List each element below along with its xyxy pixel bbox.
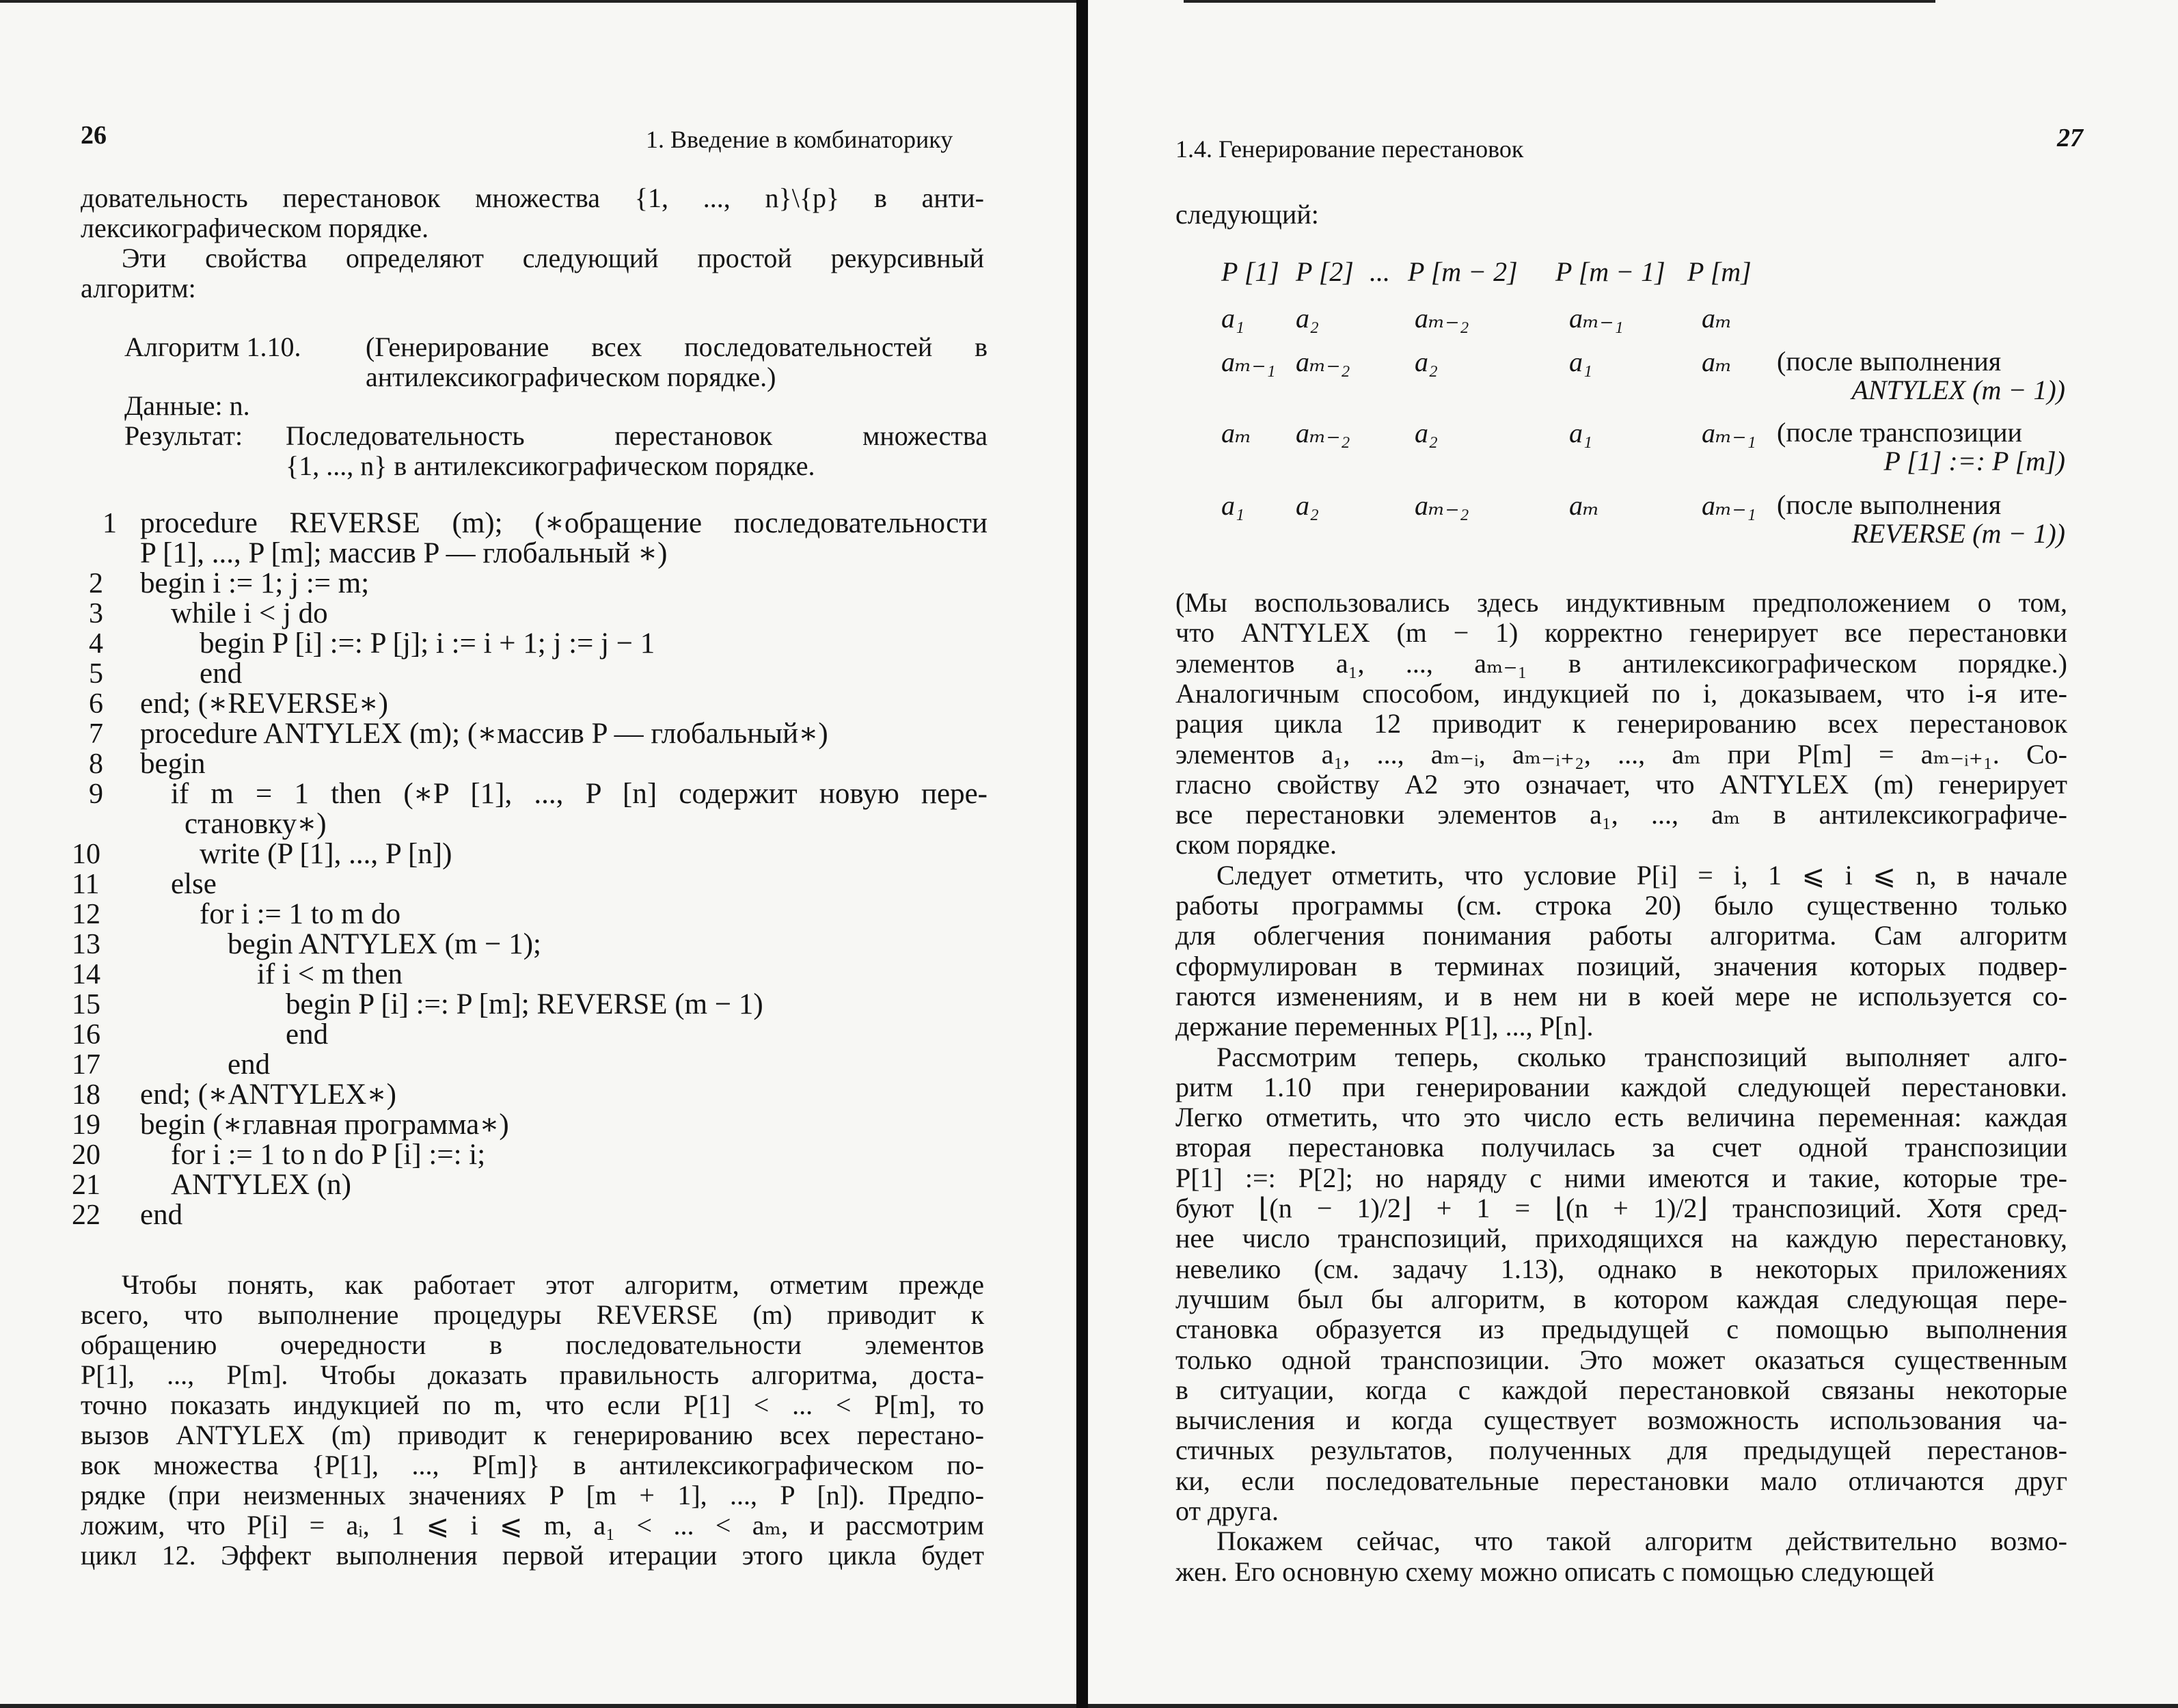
table-cell: aₘ₋₁ bbox=[1569, 303, 1624, 334]
code-line: else bbox=[171, 868, 217, 900]
running-head: 1. Введение в комбинаторику bbox=[646, 126, 953, 153]
table-cell: aₘ₋₂ bbox=[1415, 490, 1469, 521]
text-line: Следует отметить, что условие P[i] = i, 1 ⩽ i ⩽ n, в начале bbox=[1216, 860, 2067, 891]
code-line: begin (∗главная программа∗) bbox=[140, 1109, 509, 1141]
text-line: вок множества {P[1], ..., P[m]} в антилексикографическом по- bbox=[81, 1450, 984, 1480]
code-line-number: 4 bbox=[89, 628, 103, 660]
code-line-number: 1 bbox=[103, 508, 117, 539]
code-line-number: 18 bbox=[72, 1079, 100, 1111]
code-line-number: 11 bbox=[72, 869, 100, 900]
text-line: вычисления и когда существует возможность использования ча- bbox=[1175, 1405, 2067, 1435]
page-edge bbox=[1088, 1704, 2178, 1708]
code-line: end bbox=[228, 1048, 271, 1081]
code-line: end; (∗ANTYLEX∗) bbox=[140, 1079, 396, 1111]
code-line: begin ANTYLEX (m − 1); bbox=[228, 928, 541, 960]
text-line: Рассмотрим теперь, сколько транспозиций выполняет алго- bbox=[1216, 1042, 2067, 1072]
text-line: в ситуации, когда с каждой перестановкой связаны некоторые bbox=[1175, 1374, 2067, 1405]
table-cell: a₁ bbox=[1221, 303, 1244, 334]
text-line: (Мы воспользовались здесь индуктивным предположением о том, bbox=[1175, 587, 2067, 618]
code-line: end bbox=[140, 1199, 183, 1231]
text-line: рация цикла 12 приводит к генерированию всех перестановок bbox=[1175, 708, 2067, 739]
page-edge bbox=[0, 1704, 1076, 1708]
table-header: P [2] bbox=[1296, 256, 1354, 287]
book-spine bbox=[1076, 0, 1088, 1708]
algorithm-result-label: Результат: bbox=[124, 420, 243, 451]
table-header: P [m − 2] bbox=[1408, 256, 1518, 287]
table-header: P [1] bbox=[1221, 256, 1279, 287]
code-line-number: 13 bbox=[72, 929, 100, 960]
table-cell: a₂ bbox=[1415, 418, 1438, 448]
table-cell: aₘ₋₁ bbox=[1702, 418, 1756, 448]
code-line-number: 15 bbox=[72, 989, 100, 1020]
table-cell: a₁ bbox=[1569, 347, 1592, 377]
text-line: Чтобы понять, как работает этот алгоритм, отметим прежде bbox=[122, 1269, 984, 1300]
code-line: ANTYLEX (n) bbox=[171, 1169, 351, 1201]
code-line-number: 3 bbox=[89, 598, 103, 629]
text-line: Покажем сейчас, что такой алгоритм действительно возмо- bbox=[1216, 1526, 2067, 1556]
table-note: (после выполнения bbox=[1777, 346, 2002, 377]
text-line: лексикографическом порядке. bbox=[81, 213, 429, 243]
code-line-number: 5 bbox=[89, 658, 103, 690]
page-edge bbox=[1184, 0, 1935, 3]
text-line: только одной транспозиции. Это может оказаться существенным bbox=[1175, 1344, 2067, 1375]
text-line: рядке (при неизменных значениях P [m + 1], ..., P [n]). Предпо- bbox=[81, 1480, 984, 1510]
code-line: for i := 1 to m do bbox=[200, 898, 401, 930]
code-line-number: 17 bbox=[72, 1049, 100, 1081]
text-line: Легко отметить, что это число есть величина переменная: каждая bbox=[1175, 1102, 2067, 1133]
text-line: невелико (см. задачу 1.13), однако в некоторых приложениях bbox=[1175, 1253, 2067, 1284]
text-line: жен. Его основную схему можно описать с помощью следующей bbox=[1175, 1556, 1935, 1587]
table-note: REVERSE (m − 1)) bbox=[1851, 518, 2065, 549]
table-cell: aₘ bbox=[1702, 347, 1732, 377]
text-line: нее число транспозиций, приходящихся на каждую перестановку, bbox=[1175, 1223, 2067, 1253]
code-line: write (P [1], ..., P [n]) bbox=[200, 838, 452, 870]
text-line: цикл 12. Эффект выполнения первой итерации этого цикла будет bbox=[81, 1540, 984, 1571]
algorithm-title-text: антилексикографическом порядке.) bbox=[366, 362, 776, 392]
code-line-number: 21 bbox=[72, 1169, 100, 1201]
lead-text: следующий: bbox=[1175, 199, 1319, 230]
algorithm-data: Данные: n. bbox=[124, 390, 250, 421]
table-cell: aₘ₋₂ bbox=[1296, 418, 1350, 448]
text-line: ритм 1.10 при генерировании каждой следующей перестановки. bbox=[1175, 1072, 2067, 1102]
text-line: гласно свойству А2 это означает, что ANTYLEX (m) генерирует bbox=[1175, 769, 2067, 800]
running-head: 1.4. Генерирование перестановок bbox=[1175, 135, 1524, 163]
table-cell: a₂ bbox=[1296, 303, 1319, 334]
left-page bbox=[0, 0, 1076, 1708]
text-line: точно показать индукцией по m, что если P[1] < ... < P[m], то bbox=[81, 1390, 984, 1420]
page-number: 26 bbox=[81, 121, 107, 150]
table-cell: aₘ bbox=[1702, 303, 1732, 334]
algorithm-result-text: Последовательность перестановок множества bbox=[286, 420, 988, 451]
text-line: всего, что выполнение процедуры REVERSE (m) приводит к bbox=[81, 1299, 984, 1330]
code-line-number: 8 bbox=[89, 748, 103, 780]
code-line: procedure ANTYLEX (m); (∗массив P — глобальный∗) bbox=[140, 718, 828, 750]
algorithm-result-text: {1, ..., n} в антилексикографическом порядке. bbox=[286, 450, 815, 481]
code-line: for i := 1 to n do P [i] :=: i; bbox=[171, 1139, 486, 1171]
text-line: алгоритм: bbox=[81, 273, 196, 303]
text-line: ском порядке. bbox=[1175, 829, 1337, 860]
text-line: довательность перестановок множества {1, ..., n}\{p} в анти- bbox=[81, 182, 984, 213]
table-cell: aₘ₋₁ bbox=[1702, 490, 1756, 521]
text-line: обращению очередности в последовательности элементов bbox=[81, 1329, 984, 1360]
code-line-number: 14 bbox=[72, 959, 100, 990]
code-line-number: 6 bbox=[89, 688, 103, 720]
table-cell: aₘ bbox=[1569, 490, 1600, 521]
code-line-number: 16 bbox=[72, 1019, 100, 1050]
text-line: стичных результатов, полученных для предыдущей перестанов- bbox=[1175, 1435, 2067, 1465]
table-cell: aₘ₋₁ bbox=[1221, 347, 1276, 377]
table-cell: aₘ₋₂ bbox=[1296, 347, 1350, 377]
code-line: procedure REVERSE (m); (∗обращение последовательности bbox=[140, 507, 988, 539]
text-line: работы программы (см. строка 20) было существенно только bbox=[1175, 890, 2067, 921]
text-line: P[1], ..., P[m]. Чтобы доказать правильность алгоритма, доста- bbox=[81, 1359, 984, 1390]
text-line: вызов ANTYLEX (m) приводит к генерированию всех перестано- bbox=[81, 1420, 984, 1450]
page-edge bbox=[0, 0, 1076, 3]
text-line: держание переменных P[1], ..., P[n]. bbox=[1175, 1011, 1594, 1042]
code-line: if i < m then bbox=[257, 958, 403, 990]
text-line: от друга. bbox=[1175, 1495, 1279, 1526]
code-line-number: 20 bbox=[72, 1139, 100, 1171]
table-cell: a₂ bbox=[1296, 490, 1319, 521]
code-line: end; (∗REVERSE∗) bbox=[140, 688, 389, 720]
text-line: Эти свойства определяют следующий простой рекурсивный bbox=[122, 243, 984, 273]
code-line: end bbox=[286, 1018, 329, 1050]
text-line: гаются изменениям, и в нем ни в коей мере не используется со- bbox=[1175, 981, 2067, 1012]
text-line: Аналогичным способом, индукцией по i, доказываем, что i-я ите- bbox=[1175, 678, 2067, 709]
code-line: if m = 1 then (∗P [1], ..., P [n] содержит новую пере- bbox=[171, 778, 988, 810]
table-header: P [m − 1] bbox=[1555, 256, 1665, 287]
text-line: что ANTYLEX (m − 1) корректно генерирует все перестановки bbox=[1175, 617, 2067, 648]
table-note: (после выполнения bbox=[1777, 489, 2002, 520]
table-cell: aₘ₋₂ bbox=[1415, 303, 1469, 334]
code-line: end bbox=[200, 658, 243, 690]
code-line-number: 22 bbox=[72, 1199, 100, 1231]
code-line: P [1], ..., P [m]; массив P — глобальный ∗) bbox=[140, 537, 668, 569]
code-line-number: 7 bbox=[89, 718, 103, 750]
text-line: лучшим был бы алгоритм, в котором каждая следующая пере- bbox=[1175, 1284, 2067, 1314]
algorithm-title-text: (Генерирование всех последовательностей в bbox=[366, 331, 988, 362]
page-number: 27 bbox=[2057, 124, 2083, 152]
text-line: все перестановки элементов a₁, ..., aₘ в антилексикографиче- bbox=[1175, 799, 2067, 830]
code-line-number: 12 bbox=[72, 899, 100, 930]
code-line: становку∗) bbox=[185, 808, 327, 840]
table-header: ... bbox=[1370, 256, 1390, 287]
table-cell: a₁ bbox=[1569, 418, 1592, 448]
text-line: буют ⌊(n − 1)/2⌋ + 1 = ⌊(n + 1)/2⌋ транспозиций. Хотя сред- bbox=[1175, 1193, 2067, 1223]
table-header: P [m] bbox=[1687, 256, 1752, 287]
table-cell: aₘ bbox=[1221, 418, 1252, 448]
code-line-number: 10 bbox=[72, 839, 100, 870]
code-line: begin P [i] :=: P [m]; REVERSE (m − 1) bbox=[286, 988, 763, 1020]
text-line: сформулирован в терминах позиций, значения которых подвер- bbox=[1175, 951, 2067, 981]
code-line: while i < j do bbox=[171, 597, 328, 629]
table-cell: a₂ bbox=[1415, 347, 1438, 377]
text-line: ложим, что P[i] = aᵢ, 1 ⩽ i ⩽ m, a₁ < ... < aₘ, и рассмотрим bbox=[81, 1510, 984, 1541]
text-line: становка образуется из предыдущей с помощью выполнения bbox=[1175, 1314, 2067, 1344]
text-line: вторая перестановка получилась за счет одной транспозиции bbox=[1175, 1132, 2067, 1163]
code-line-number: 2 bbox=[89, 568, 103, 599]
text-line: элементов a₁, ..., aₘ₋ᵢ, aₘ₋ᵢ₊₂, ..., aₘ при P[m] = aₘ₋ᵢ₊₁. Со- bbox=[1175, 739, 2067, 770]
code-line: begin i := 1; j := m; bbox=[140, 567, 370, 599]
text-line: для облегчения понимания работы алгоритма. Сам алгоритм bbox=[1175, 920, 2067, 951]
text-line: P[1] :=: P[2]; но наряду с ними имеются и такие, которые тре- bbox=[1175, 1163, 2067, 1193]
table-note: (после транспозиции bbox=[1777, 417, 2022, 448]
text-line: элементов a₁, ..., aₘ₋₁ в антилексикографическом порядке.) bbox=[1175, 648, 2067, 679]
right-page bbox=[1088, 0, 2178, 1708]
algorithm-title-label: Алгоритм 1.10. bbox=[124, 331, 301, 362]
table-note: ANTYLEX (m − 1)) bbox=[1851, 375, 2065, 405]
code-line-number: 19 bbox=[72, 1109, 100, 1141]
table-note: P [1] :=: P [m]) bbox=[1883, 446, 2065, 476]
code-line: begin P [i] :=: P [j]; i := i + 1; j := j − 1 bbox=[200, 627, 655, 660]
code-line-number: 9 bbox=[89, 778, 103, 810]
text-line: ки, если последовательные перестановки мало отличаются друг bbox=[1175, 1465, 2067, 1496]
code-line: begin bbox=[140, 748, 206, 780]
table-cell: a₁ bbox=[1221, 490, 1244, 521]
